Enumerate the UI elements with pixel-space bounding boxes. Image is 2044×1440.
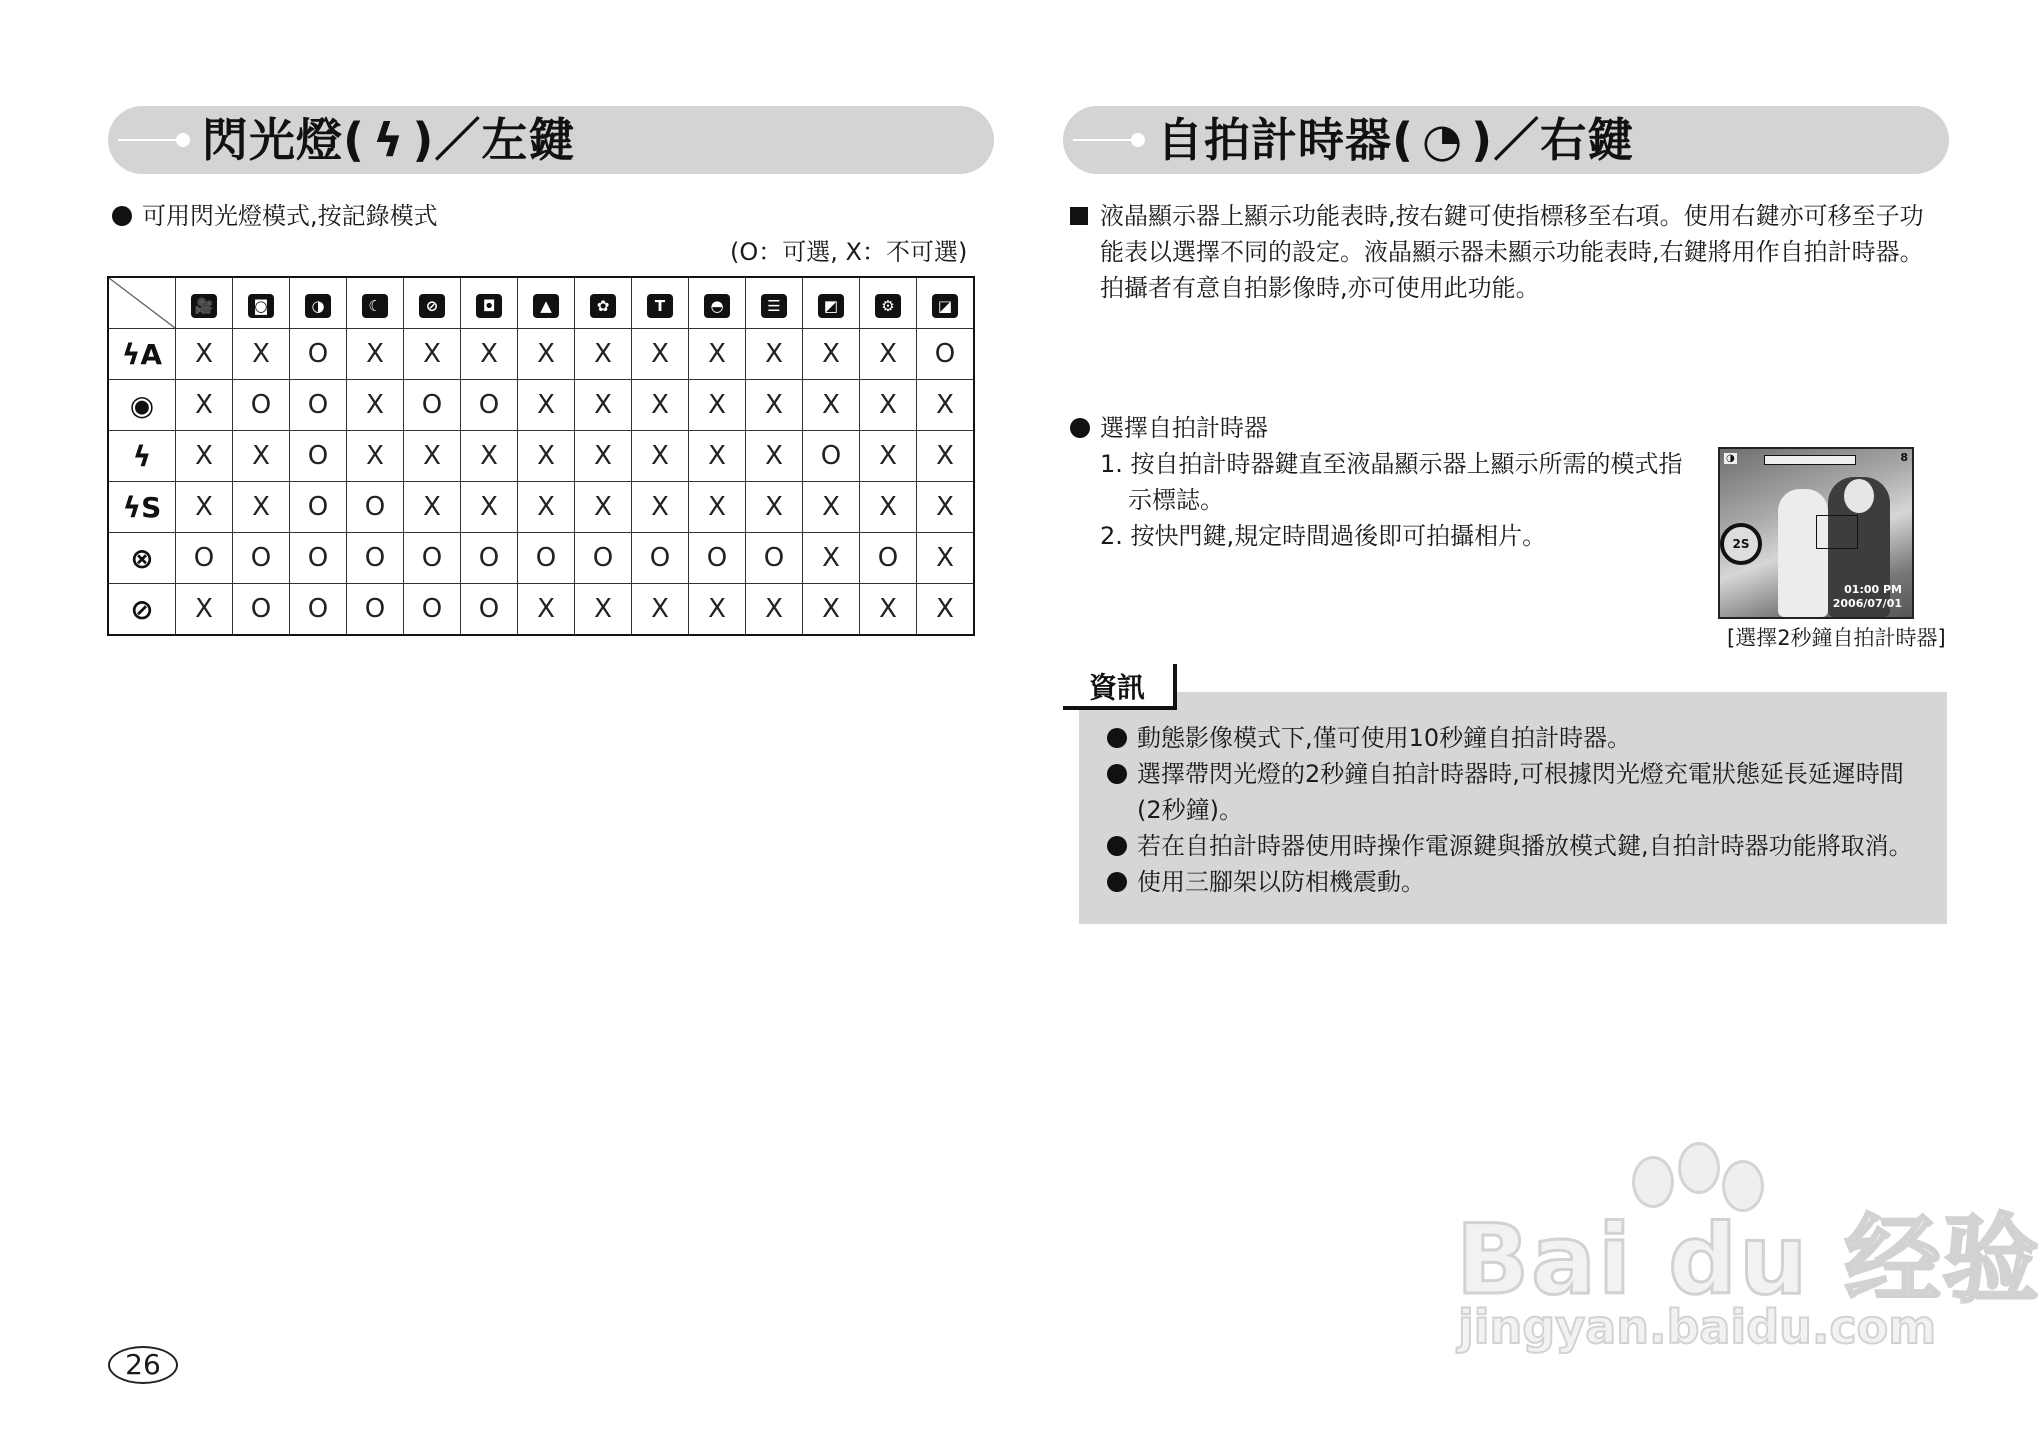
table-cell: X: [746, 584, 803, 636]
table-cell: X: [575, 329, 632, 380]
recording-mode-icon: ◑: [1726, 453, 1735, 464]
table-cell: X: [347, 431, 404, 482]
anti-shake-mode-icon: ⊘: [419, 294, 445, 318]
table-cell: X: [803, 482, 860, 533]
table-cell: X: [347, 329, 404, 380]
table-cell: X: [347, 380, 404, 431]
header-dot-decoration: [176, 133, 190, 147]
table-cell: X: [860, 431, 917, 482]
table-cell: X: [917, 482, 975, 533]
landscape-mode-icon: ▲: [533, 294, 559, 318]
self-timer-section-title: 自拍計時器( ◔ )／右鍵: [1157, 113, 1635, 167]
row-header-cell: [108, 584, 176, 636]
info-item: 使用三腳架以防相機震動。: [1107, 864, 1425, 900]
table-cell: O: [461, 533, 518, 584]
table-cell: O: [461, 584, 518, 636]
table-cell: X: [518, 431, 575, 482]
table-cell: X: [803, 584, 860, 636]
table-cell: X: [860, 380, 917, 431]
select-self-timer-title: 選擇自拍計時器: [1070, 410, 1268, 446]
row-header-cell: [108, 431, 176, 482]
close-up-mode-icon: ✿: [590, 294, 616, 318]
flash-off-icon: ⊗: [130, 541, 154, 575]
table-cell: O: [461, 380, 518, 431]
step-2: 2. 按快門鍵,規定時間過後即可拍攝相片。: [1100, 522, 1547, 550]
flash-mode-table: [107, 276, 975, 636]
table-cell: X: [689, 380, 746, 431]
table-cell: O: [518, 533, 575, 584]
dawn-mode-icon: ☰: [761, 294, 787, 318]
table-cell: O: [233, 380, 290, 431]
lcd-date: 2006/07/01: [1832, 597, 1902, 610]
flash-section-title: 閃光燈( ϟ )／左鍵: [202, 113, 576, 167]
text-mode-icon: T: [647, 294, 673, 318]
table-cell: X: [803, 533, 860, 584]
info-title: 資訊: [1089, 671, 1146, 704]
table-cell: X: [575, 584, 632, 636]
fill-flash-icon: ϟ: [132, 439, 152, 473]
table-cell: X: [575, 380, 632, 431]
groom-face: [1844, 479, 1874, 513]
table-row: [108, 329, 974, 380]
header-line-decoration: [1073, 139, 1135, 141]
table-cell: X: [803, 380, 860, 431]
table-cell: X: [860, 482, 917, 533]
table-row: [108, 380, 974, 431]
table-cell: X: [575, 482, 632, 533]
table-cell: O: [347, 482, 404, 533]
table-corner-cell: [108, 277, 176, 329]
table-cell: O: [689, 533, 746, 584]
table-cell: O: [233, 533, 290, 584]
table-cell: X: [917, 584, 975, 636]
table-cell: X: [632, 431, 689, 482]
table-cell: O: [404, 533, 461, 584]
red-eye-icon: ◉: [129, 388, 155, 422]
self-timer-icon: ◔: [1422, 113, 1464, 167]
table-cell: X: [404, 482, 461, 533]
table-cell: X: [632, 329, 689, 380]
self-timer-description-line-3: 拍攝者有意自拍影像時,亦可使用此功能。: [1100, 274, 1540, 302]
table-cell: X: [746, 431, 803, 482]
table-cell: O: [290, 482, 347, 533]
lcd-time: 01:00 PM: [1844, 583, 1902, 596]
lcd-caption: [選擇2秒鐘自拍計時器]: [1727, 626, 1946, 650]
table-cell: X: [746, 482, 803, 533]
fireworks-mode-icon: ⚙: [875, 294, 901, 318]
self-timer-indicator-icon: 2S: [1720, 523, 1762, 565]
table-cell: X: [461, 329, 518, 380]
table-cell: O: [233, 584, 290, 636]
mode-header-cell: [746, 277, 803, 329]
table-row: [108, 584, 974, 636]
table-header-row: [108, 277, 974, 329]
portrait-mode-icon: ◘: [476, 294, 502, 318]
auto-flash-icon: ϟA: [121, 337, 163, 371]
mode-header-cell: [689, 277, 746, 329]
step-1-line-1: 1. 按自拍計時器鍵直至液晶顯示器上顯示所需的模式指: [1100, 450, 1683, 478]
table-cell: O: [290, 380, 347, 431]
table-cell: O: [290, 533, 347, 584]
info-item-continued: (2秒鐘)。: [1137, 796, 1243, 824]
self-timer-section-header: [1063, 106, 1949, 174]
table-cell: X: [233, 329, 290, 380]
row-header-cell: [108, 482, 176, 533]
table-cell: X: [518, 482, 575, 533]
table-cell: X: [518, 329, 575, 380]
red-eye-fix-icon: ⊘: [130, 592, 154, 626]
table-cell: O: [347, 533, 404, 584]
header-dot-decoration: [1131, 133, 1145, 147]
page-number: 26: [108, 1346, 178, 1384]
table-cell: O: [860, 533, 917, 584]
table-cell: X: [746, 329, 803, 380]
flash-icon: ϟ: [373, 113, 405, 167]
table-cell: X: [176, 380, 233, 431]
flash-intro: 可用閃光燈模式,按記錄模式: [112, 198, 438, 234]
table-cell: X: [518, 584, 575, 636]
table-cell: O: [404, 584, 461, 636]
table-cell: X: [461, 431, 518, 482]
table-cell: O: [404, 380, 461, 431]
shot-count: 8: [1900, 451, 1908, 464]
square-bullet-icon: [1070, 207, 1088, 225]
table-cell: X: [176, 482, 233, 533]
bullet-icon: [1107, 728, 1127, 748]
movie-mode-icon: 🎥: [191, 294, 217, 318]
mode-header-cell: [233, 277, 290, 329]
mode-header-cell: [347, 277, 404, 329]
info-item: 若在自拍計時器使用時操作電源鍵與播放模式鍵,自拍計時器功能將取消。: [1107, 828, 1913, 864]
night-mode-icon: ☾: [362, 294, 388, 318]
mode-header-cell: [632, 277, 689, 329]
table-cell: X: [518, 380, 575, 431]
mode-header-cell: [404, 277, 461, 329]
battery-bar: [1764, 455, 1856, 465]
table-cell: O: [347, 584, 404, 636]
table-cell: X: [689, 329, 746, 380]
table-cell: X: [233, 482, 290, 533]
table-cell: X: [689, 431, 746, 482]
info-item: 選擇帶閃光燈的2秒鐘自拍計時器時,可根據閃光燈充電狀態延長延遲時間: [1107, 756, 1904, 792]
table-row: [108, 533, 974, 584]
table-cell: X: [689, 482, 746, 533]
table-cell: X: [860, 329, 917, 380]
table-cell: O: [746, 533, 803, 584]
row-header-cell: [108, 533, 176, 584]
bullet-icon: [1107, 836, 1127, 856]
beach-snow-mode-icon: ◪: [932, 294, 958, 318]
self-timer-description-line-2: 能表以選擇不同的設定。液晶顯示器未顯示功能表時,右鍵將用作自拍計時器。: [1100, 238, 1924, 266]
info-tab: [1063, 664, 1177, 710]
mode-header-cell: [860, 277, 917, 329]
row-header-cell: [108, 329, 176, 380]
flash-section-header: [108, 106, 994, 174]
table-cell: X: [917, 431, 975, 482]
slow-sync-icon: ϟS: [122, 490, 162, 524]
mode-header-cell: [803, 277, 860, 329]
sunset-mode-icon: ◓: [704, 294, 730, 318]
table-cell: X: [404, 329, 461, 380]
table-cell: O: [632, 533, 689, 584]
table-cell: X: [860, 584, 917, 636]
bullet-icon: [1107, 764, 1127, 784]
table-cell: X: [632, 584, 689, 636]
watermark-url: jingyan.baidu.com: [1458, 1300, 1937, 1354]
table-cell: O: [917, 329, 975, 380]
table-cell: O: [290, 431, 347, 482]
table-cell: X: [689, 584, 746, 636]
table-cell: X: [803, 329, 860, 380]
step-1-line-2: 示標誌。: [1128, 486, 1224, 514]
mode-header-cell: [176, 277, 233, 329]
table-row: [108, 431, 974, 482]
row-header-cell: [108, 380, 176, 431]
table-cell: X: [176, 584, 233, 636]
mode-header-cell: [518, 277, 575, 329]
table-cell: X: [632, 380, 689, 431]
table-cell: X: [746, 380, 803, 431]
bullet-icon: [1070, 418, 1090, 438]
table-cell: X: [404, 431, 461, 482]
header-line-decoration: [118, 139, 180, 141]
self-timer-description-line-1: 液晶顯示器上顯示功能表時,按右鍵可使指標移至右項。使用右鍵亦可移至子功: [1070, 198, 1924, 234]
mode-header-cell: [461, 277, 518, 329]
bullet-icon: [1107, 872, 1127, 892]
mode-header-cell: [290, 277, 347, 329]
table-cell: X: [176, 431, 233, 482]
program-mode-icon: ◑: [305, 294, 331, 318]
watermark-brand: Bai du 经验: [1456, 1204, 2041, 1316]
info-item: 動態影像模式下,僅可使用10秒鐘自拍計時器。: [1107, 720, 1631, 756]
table-cell: X: [575, 431, 632, 482]
table-cell: O: [575, 533, 632, 584]
mode-header-cell: [575, 277, 632, 329]
table-legend: (O：可選, X：不可選): [730, 238, 968, 266]
focus-frame: [1816, 515, 1858, 549]
table-cell: O: [803, 431, 860, 482]
table-cell: X: [917, 380, 975, 431]
table-row: [108, 482, 974, 533]
bride-figure: [1778, 489, 1828, 617]
mode-header-cell: [917, 277, 975, 329]
table-cell: O: [290, 329, 347, 380]
table-cell: X: [176, 329, 233, 380]
table-cell: X: [461, 482, 518, 533]
table-cell: X: [233, 431, 290, 482]
backlight-mode-icon: ◩: [818, 294, 844, 318]
table-cell: X: [917, 533, 975, 584]
lcd-preview-image: [1718, 447, 1914, 619]
table-cell: X: [632, 482, 689, 533]
table-cell: O: [290, 584, 347, 636]
auto-mode-icon: ◙: [248, 294, 274, 318]
bullet-icon: [112, 206, 132, 226]
table-cell: O: [176, 533, 233, 584]
